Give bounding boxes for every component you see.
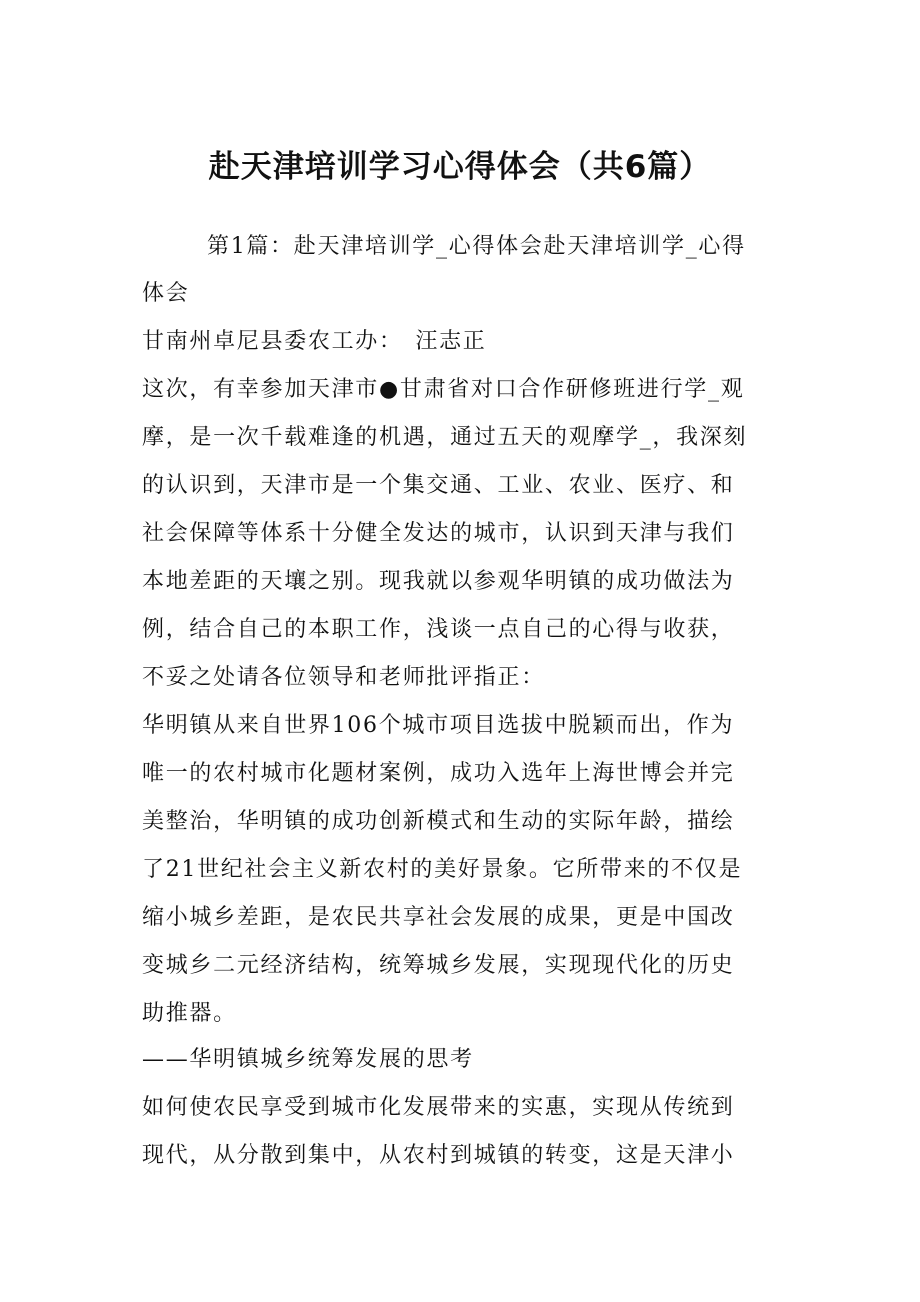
paragraph-line: 的认识到，天津市是一个集交通、工业、农业、医疗、和 <box>142 473 735 498</box>
paragraph-line: 社会保障等体系十分健全发达的城市，认识到天津与我们 <box>142 521 735 546</box>
paragraph-line: 第1篇：赴天津培训学_心得体会赴天津培训学_心得 <box>207 234 746 259</box>
paragraph-line: 缩小城乡差距，是农民共享社会发展的成果，更是中国改 <box>142 905 735 930</box>
paragraph-line: 本地差距的天壤之别。现我就以参观华明镇的成功做法为 <box>142 569 735 594</box>
author-line: 甘南州卓尼县委农工办： 汪志正 <box>142 329 487 354</box>
paragraph-line: 现代，从分散到集中，从农村到城镇的转变，这是天津小 <box>142 1143 735 1168</box>
paragraph-line: 例，结合自己的本职工作，浅谈一点自己的心得与收获， <box>142 617 735 642</box>
paragraph-line: 这次，有幸参加天津市●甘肃省对口合作研修班进行学_观 <box>142 377 745 402</box>
paragraph-line: 不妥之处请各位领导和老师批评指正： <box>142 665 545 690</box>
section-heading: ——华明镇城乡统筹发展的思考 <box>142 1047 474 1072</box>
paragraph-line: 助推器。 <box>142 1001 237 1026</box>
paragraph-line: 如何使农民享受到城市化发展带来的实惠，实现从传统到 <box>142 1095 735 1120</box>
paragraph-line: 变城乡二元经济结构，统筹城乡发展，实现现代化的历史 <box>142 953 735 978</box>
paragraph-line: 摩，是一次千载难逢的机遇，通过五天的观摩学_，我深刻 <box>142 425 748 450</box>
paragraph-line: 体会 <box>142 281 190 306</box>
paragraph-line: 了21世纪社会主义新农村的美好景象。它所带来的不仅是 <box>142 857 743 882</box>
paragraph-line: 唯一的农村城市化题材案例，成功入选年上海世博会并完 <box>142 761 735 786</box>
document-title: 赴天津培训学习心得体会（共6篇） <box>208 149 712 185</box>
paragraph-line: 华明镇从来自世界106个城市项目选拔中脱颖而出，作为 <box>142 713 735 738</box>
paragraph-line: 美整治，华明镇的成功创新模式和生动的实际年龄，描绘 <box>142 809 735 834</box>
